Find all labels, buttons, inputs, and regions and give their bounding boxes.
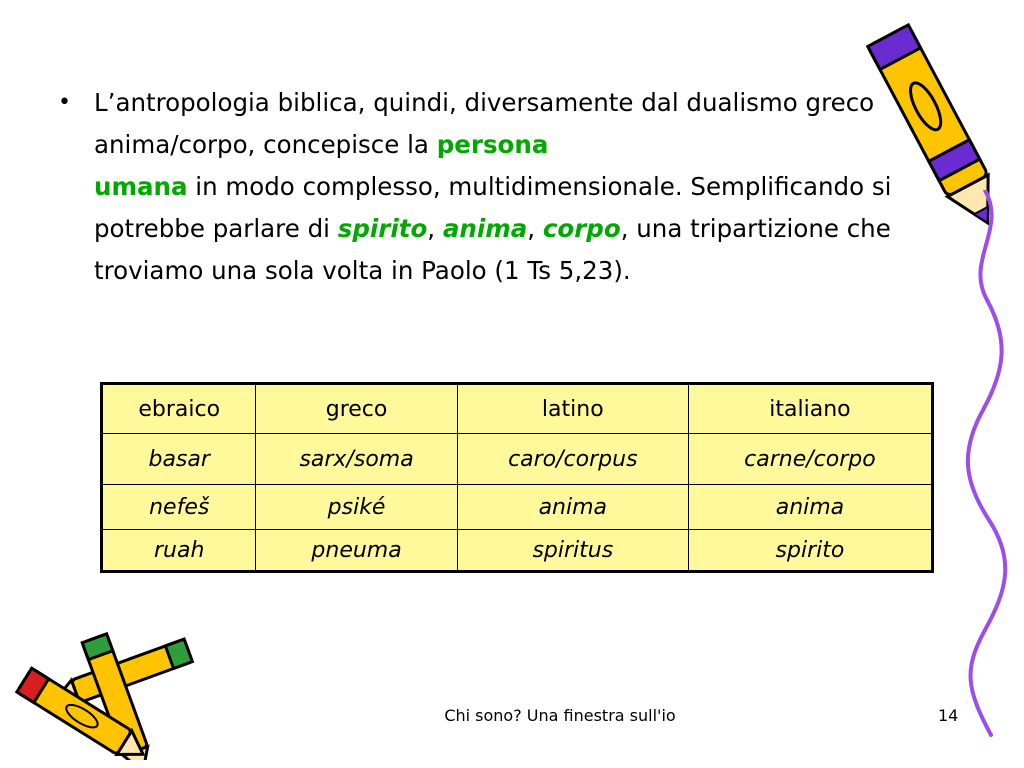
table-cell: anima <box>457 485 688 530</box>
table-cell: ruah <box>102 530 256 572</box>
table-cell: nefeš <box>102 485 256 530</box>
squiggle-line-icon <box>955 190 1015 750</box>
highlight-corpo: corpo <box>542 214 621 243</box>
table-cell: caro/corpus <box>457 434 688 485</box>
table-cell: carne/corpo <box>688 434 932 485</box>
bullet-point <box>58 82 908 292</box>
table-header-cell: latino <box>457 384 688 434</box>
table-header-cell: italiano <box>688 384 932 434</box>
highlight-spirito: spirito <box>337 214 428 243</box>
highlight-anima: anima <box>442 214 528 243</box>
table-header-cell: ebraico <box>102 384 256 434</box>
page-number: 14 <box>938 706 959 725</box>
table-cell: spiritus <box>457 530 688 572</box>
bullet-dot-icon: • <box>58 90 71 115</box>
table-row <box>102 530 933 572</box>
table-cell: spirito <box>688 530 932 572</box>
bullet-text-part: L’antropologia biblica, quindi, diversamente dal dualismo greco anima/corpo, concepisce la <box>94 88 875 159</box>
table-cell: basar <box>102 434 256 485</box>
bullet-text-part: , una tripartizione che troviamo una sola volta in Paolo (1 Ts 5,23). <box>94 214 891 285</box>
table-cell: pneuma <box>256 530 457 572</box>
table-cell: anima <box>688 485 932 530</box>
bullet-text-part: in modo complesso, multidimensionale. Semplificando si potrebbe parlare di <box>94 172 892 243</box>
bullet-text-part: , <box>527 214 543 243</box>
footer-title <box>0 706 1024 725</box>
table-row <box>102 434 933 485</box>
footer-title-text: Chi sono? Una finestra sull'io <box>444 706 676 725</box>
bullet-text <box>94 82 908 292</box>
table-cell: sarx/soma <box>256 434 457 485</box>
table-header-cell: greco <box>256 384 457 434</box>
highlight-umana: umana <box>94 172 188 201</box>
table-row <box>102 485 933 530</box>
table-header-row <box>102 384 933 434</box>
bullet-text-part: , <box>427 214 443 243</box>
highlight-persona: persona <box>436 130 549 159</box>
terms-table <box>100 382 934 573</box>
crayon-icon <box>4 615 204 760</box>
table-cell: psiké <box>256 485 457 530</box>
